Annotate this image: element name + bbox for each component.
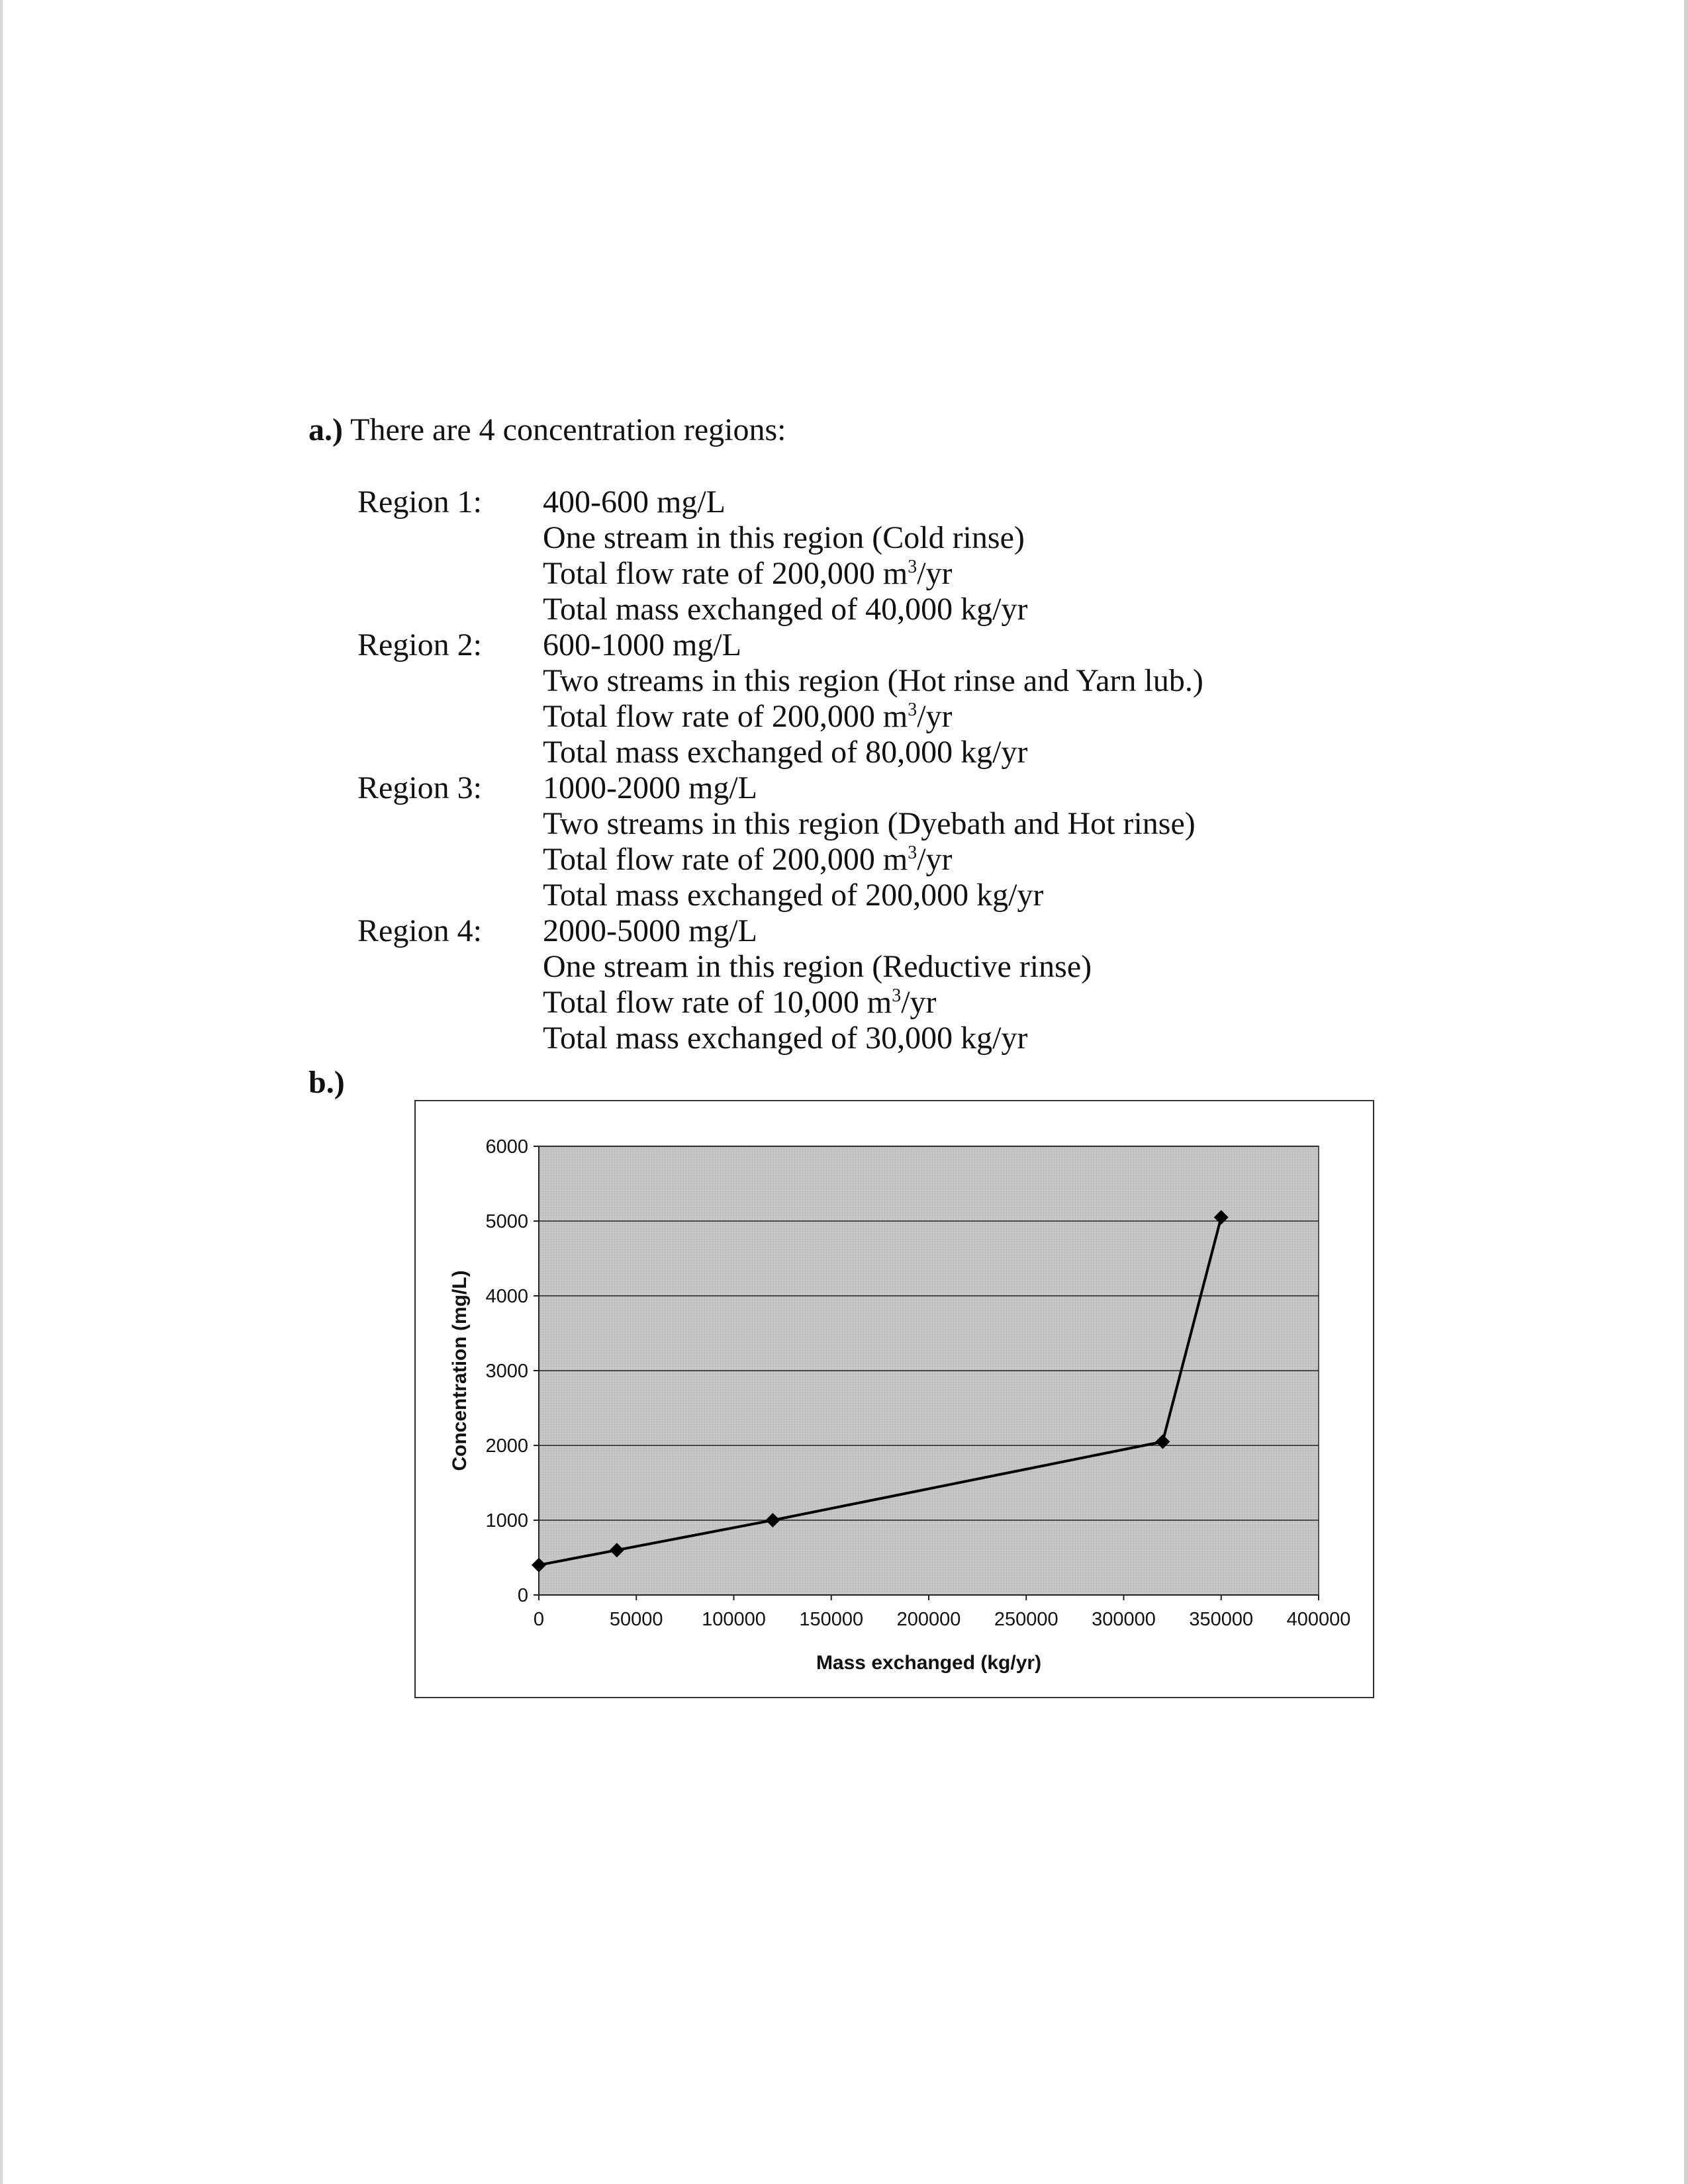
region-range: 2000-5000 mg/L xyxy=(543,913,757,948)
y-tick-label: 3000 xyxy=(485,1361,528,1382)
x-tick-label: 150000 xyxy=(799,1609,864,1630)
x-axis-title: Mass exchanged (kg/yr) xyxy=(816,1652,1042,1674)
region-range: 400-600 mg/L xyxy=(543,484,726,520)
x-tick-label: 350000 xyxy=(1189,1609,1254,1630)
regions-list xyxy=(357,484,1350,1056)
region-range: 1000-2000 mg/L xyxy=(543,770,757,805)
region-4 xyxy=(357,913,1350,1056)
region-flow: Total flow rate of 200,000 $m^3/yr$ xyxy=(543,556,953,591)
part-a-heading xyxy=(308,412,786,449)
region-3 xyxy=(357,770,1350,913)
region-name: Region 2: xyxy=(357,627,482,662)
x-tick-label: 400000 xyxy=(1286,1609,1351,1630)
y-axis-title: Concentration (mg/L) xyxy=(449,1270,471,1471)
region-2 xyxy=(357,627,1350,770)
x-tick-label: 300000 xyxy=(1092,1609,1156,1630)
region-streams: One stream in this region (Reductive rinse) xyxy=(543,949,1092,984)
region-streams: Two streams in this region (Dyebath and Hot rinse) xyxy=(543,806,1196,841)
line-chart xyxy=(416,1101,1373,1697)
region-name: Region 4: xyxy=(357,913,482,948)
region-mass: Total mass exchanged of 80,000 kg/yr xyxy=(543,735,1028,770)
scan-edge xyxy=(1684,0,1688,2184)
part-b-label: b.) xyxy=(308,1065,345,1100)
region-mass: Total mass exchanged of 30,000 kg/yr xyxy=(543,1021,1028,1056)
x-tick-label: 250000 xyxy=(994,1609,1058,1630)
region-streams: Two streams in this region (Hot rinse and Yarn lub.) xyxy=(543,663,1203,698)
part-a-intro: There are 4 concentration regions: xyxy=(350,412,786,447)
part-a-label: a.) xyxy=(308,412,343,447)
x-tick-label: 0 xyxy=(533,1609,545,1630)
chart-frame xyxy=(414,1100,1374,1698)
y-tick-label: 1000 xyxy=(485,1510,528,1531)
y-tick-label: 5000 xyxy=(485,1211,528,1232)
region-flow: Total flow rate of 200,000 $m^3/yr$ xyxy=(543,699,953,734)
region-mass: Total mass exchanged of 200,000 kg/yr xyxy=(543,878,1044,913)
x-tick-label: 50000 xyxy=(609,1609,663,1630)
region-1 xyxy=(357,484,1350,627)
region-streams: One stream in this region (Cold rinse) xyxy=(543,520,1025,555)
x-tick-label: 100000 xyxy=(702,1609,766,1630)
region-flow: Total flow rate of 200,000 $m^3/yr$ xyxy=(543,842,953,877)
scan-edge xyxy=(0,0,3,2184)
y-tick-label: 6000 xyxy=(485,1136,528,1158)
y-tick-label: 4000 xyxy=(485,1286,528,1307)
region-flow: Total flow rate of 10,000 $m^3/yr$ xyxy=(543,985,937,1020)
region-mass: Total mass exchanged of 40,000 kg/yr xyxy=(543,592,1028,627)
x-tick-label: 200000 xyxy=(896,1609,961,1630)
y-tick-label: 2000 xyxy=(485,1435,528,1457)
region-name: Region 3: xyxy=(357,770,482,805)
region-range: 600-1000 mg/L xyxy=(543,627,741,662)
region-name: Region 1: xyxy=(357,484,482,520)
y-tick-label: 0 xyxy=(517,1585,528,1606)
